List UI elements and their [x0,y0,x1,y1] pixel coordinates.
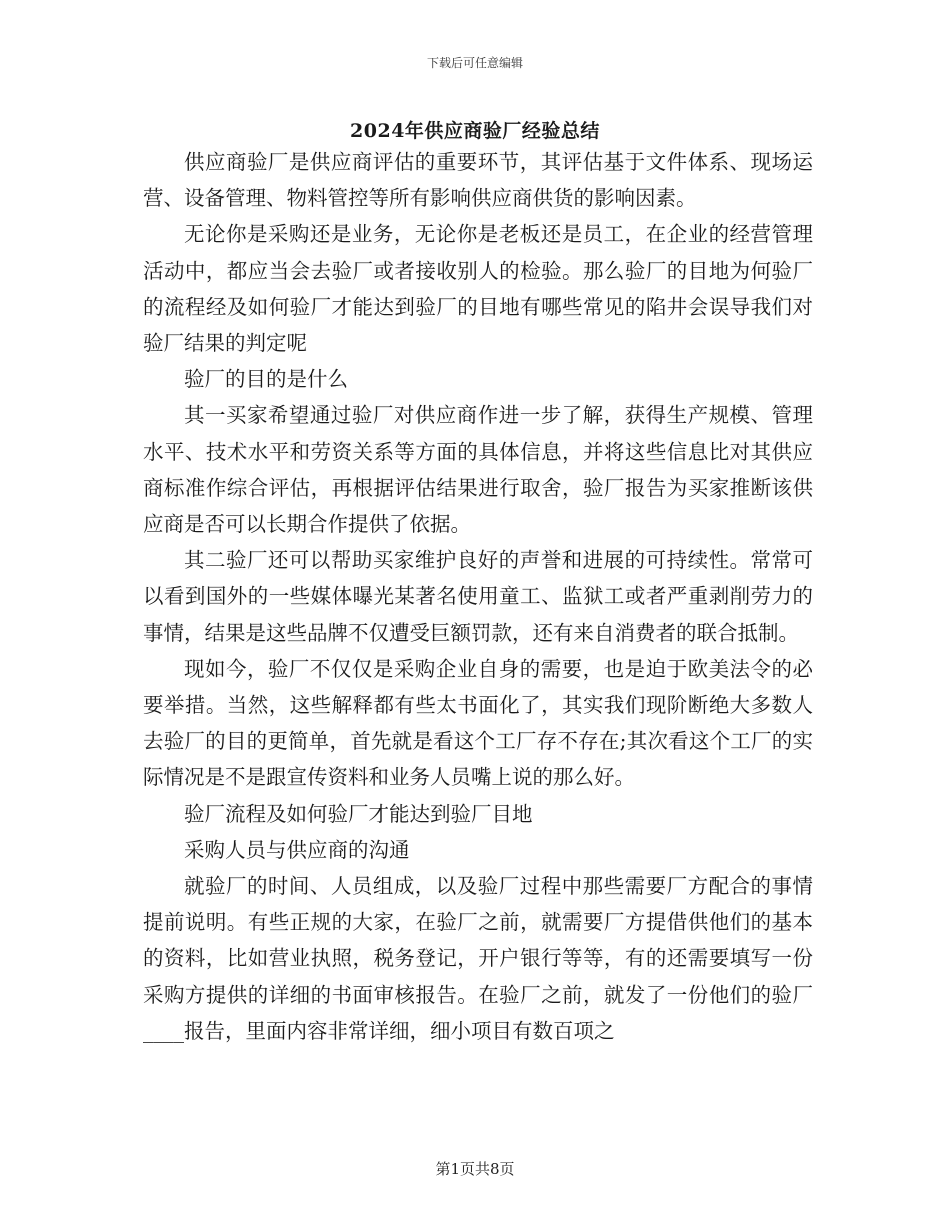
paragraph: 供应商验厂是供应商评估的重要环节，其评估基于文件体系、现场运营、设备管理、物料管控等所有影响供应商供货的影响因素。 [143,150,813,211]
page-title: 2024年供应商验厂经验总结 [350,120,600,142]
document-body [143,144,813,1049]
page-footer: 第1页共8页 [435,1160,515,1178]
section-heading: 采购人员与供应商的沟通 [184,837,410,862]
paragraph: 现如今，验厂不仅仅是采购企业自身的需要，也是迫于欧美法令的必要举措。当然，这些解释都有些太书面化了，其实我们现阶断绝大多数人去验厂的目的更简单，首先就是看这个工厂存不存在;其次看这个工厂的实际情况是不是跟宣传资料和业务人员嘴上说的那么好。 [143,656,813,790]
paragraph: 其二验厂还可以帮助买家维护良好的声誉和进展的可持续性。常常可以看到国外的一些媒体曝光某著名使用童工、监狱工或者严重剥削劳力的事情，结果是这些品牌不仅遭受巨额罚款，还有来自消费者的联合抵制。 [143,548,813,645]
section-heading: 验厂流程及如何验厂才能达到验厂目地 [184,801,533,826]
paragraph: 无论你是采购还是业务，无论你是老板还是员工，在企业的经营管理活动中，都应当会去验厂或者接收别人的检验。那么验厂的目地为何验厂的流程经及如何验厂才能达到验厂的目地有哪些常见的陷井会误导我们对验厂结果的判定呢 [143,222,813,356]
header-note: 下载后可任意编辑 [426,56,523,70]
paragraph: 其一买家希望通过验厂对供应商作进一步了解，获得生产规模、管理水平、技术水平和劳资关系等方面的具体信息，并将这些信息比对其供应商标准作综合评估，再根据评估结果进行取舍，验厂报告为买家推断该供应商是否可以长期合作提供了依据。 [143,403,813,537]
section-heading: 验厂的目的是什么 [184,367,348,392]
paragraph: 就验厂的时间、人员组成，以及验厂过程中那些需要厂方配合的事情提前说明。有些正规的大家，在验厂之前，就需要厂方提借供他们的基本的资料，比如营业执照，税务登记，开户银行等等，有的还需要填写一份采购方提供的详细的书面审核报告。在验厂之前，就发了一份他们的验厂____报告，里面内容非常详细，细小项目有数百项之 [143,874,813,1043]
